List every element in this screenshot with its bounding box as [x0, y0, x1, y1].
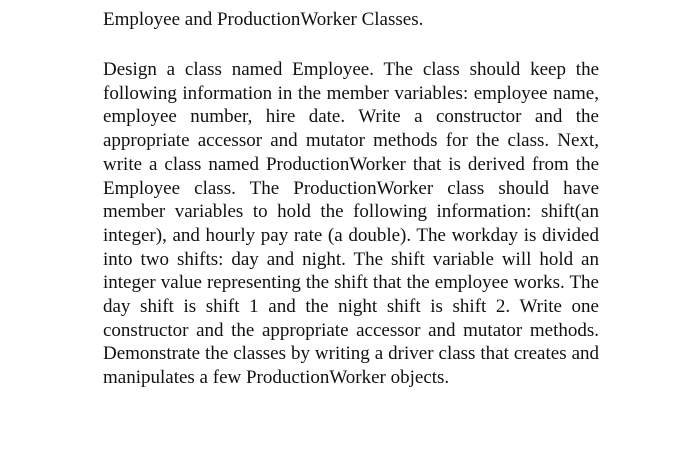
document — [103, 0, 599, 390]
document-title: Employee and ProductionWorker Classes. — [103, 9, 424, 30]
assignment-paragraph: Design a class named Employee. The class should keep the following information in the member variables: employee name, employee number, hire date. Write a constructor and the appropriate accessor and mutator methods for the class. Next, write a class named ProductionWorker that is derived from the Employee class. The ProductionWorker class should have member variables to hold the following information: shift(an integer), and hourly pay rate (a double). The workday is divided into two shifts: day and night. The shift variable will hold an integer value representing the shift that the employee works. The day shift is shift 1 and the night shift is shift 2. Write one constructor and the appropriate accessor and mutator methods. Demonstrate the classes by writing a driver class that creates and manipulates a few ProductionWorker objects. — [103, 59, 599, 389]
